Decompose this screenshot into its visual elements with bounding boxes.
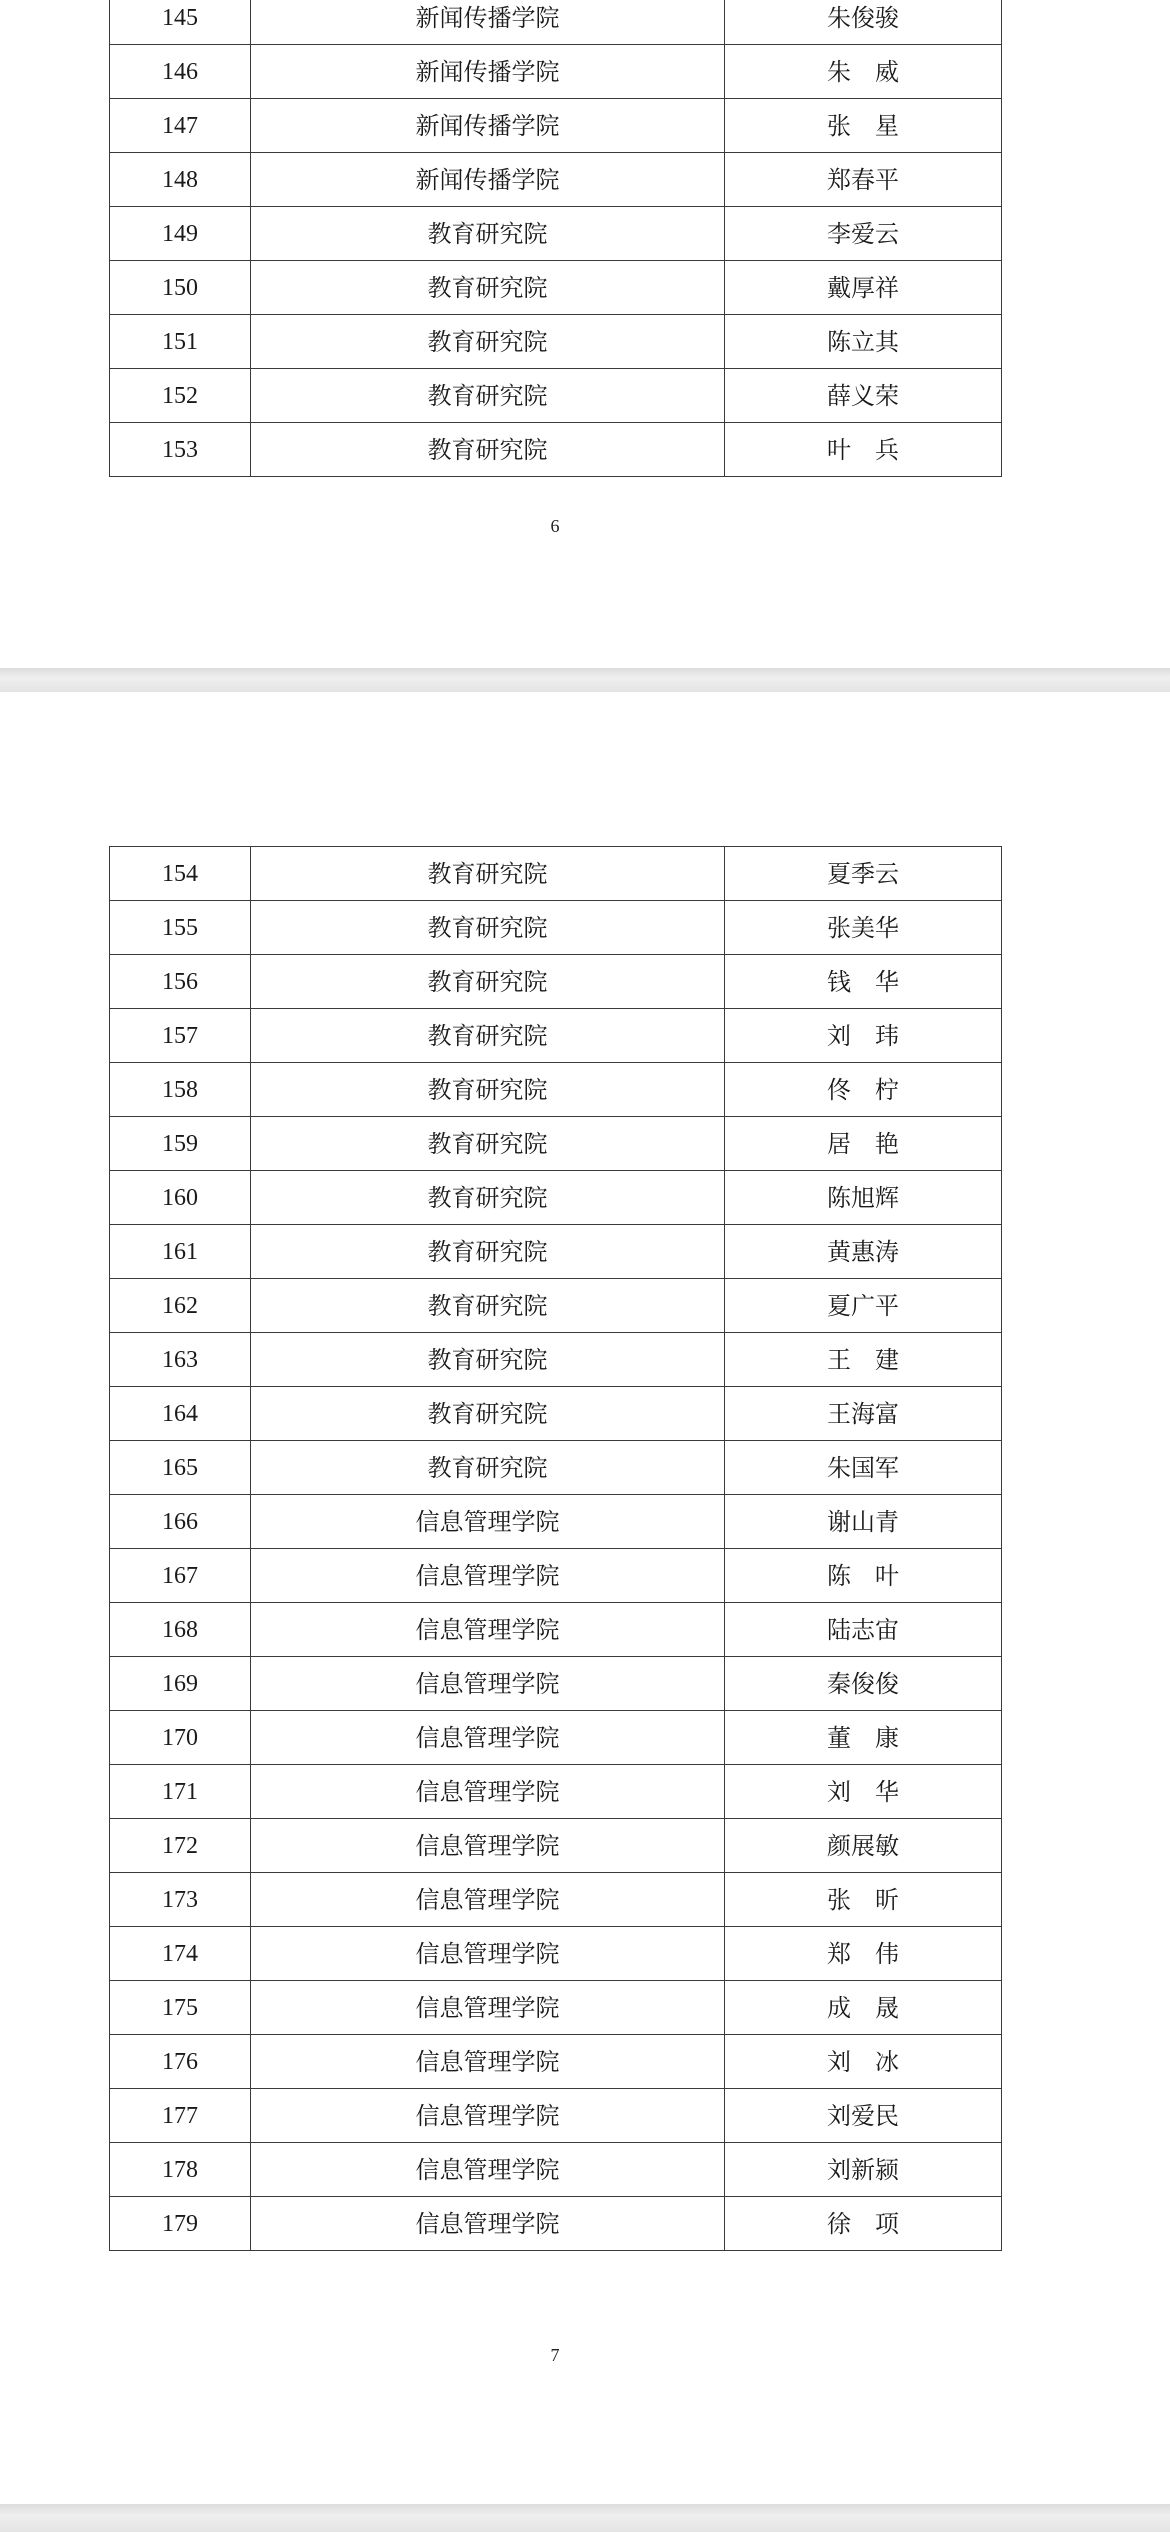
table-row (110, 1765, 1002, 1819)
person-name-cell: 董 康 (725, 1711, 1002, 1765)
row-number: 161 (110, 1225, 251, 1279)
department-cell: 信息管理学院 (251, 2035, 725, 2089)
person-name-cell: 陆志宙 (725, 1603, 1002, 1657)
department-cell: 信息管理学院 (251, 1819, 725, 1873)
person-name-cell: 郑 伟 (725, 1927, 1002, 1981)
department-cell: 新闻传播学院 (251, 99, 725, 153)
row-number: 153 (110, 423, 251, 477)
table-row (110, 1171, 1002, 1225)
department-cell: 新闻传播学院 (251, 0, 725, 45)
department-cell: 信息管理学院 (251, 1873, 725, 1927)
row-number: 146 (110, 45, 251, 99)
table-row (110, 315, 1002, 369)
person-name-cell: 陈立其 (725, 315, 1002, 369)
department-cell: 教育研究院 (251, 901, 725, 955)
table-row (110, 2143, 1002, 2197)
table-row (110, 1603, 1002, 1657)
person-name-cell: 秦俊俊 (725, 1657, 1002, 1711)
department-cell: 教育研究院 (251, 955, 725, 1009)
row-number: 165 (110, 1441, 251, 1495)
row-number: 149 (110, 207, 251, 261)
table-row (110, 1117, 1002, 1171)
department-cell: 新闻传播学院 (251, 45, 725, 99)
table-row (110, 207, 1002, 261)
document-page-7 (0, 692, 1170, 2504)
table-row (110, 153, 1002, 207)
table-row (110, 2035, 1002, 2089)
person-name-cell: 王海富 (725, 1387, 1002, 1441)
table-row (110, 1225, 1002, 1279)
row-number: 148 (110, 153, 251, 207)
row-number: 150 (110, 261, 251, 315)
department-cell: 信息管理学院 (251, 2089, 725, 2143)
page-separator (0, 2504, 1170, 2532)
row-number: 160 (110, 1171, 251, 1225)
table-row (110, 1981, 1002, 2035)
row-number: 174 (110, 1927, 251, 1981)
person-name-cell: 佟 柠 (725, 1063, 1002, 1117)
person-name-cell: 张美华 (725, 901, 1002, 955)
table-row (110, 1657, 1002, 1711)
person-name-cell: 朱 威 (725, 45, 1002, 99)
table-row (110, 1333, 1002, 1387)
row-number: 175 (110, 1981, 251, 2035)
department-cell: 教育研究院 (251, 1063, 725, 1117)
person-name-cell: 薛义荣 (725, 369, 1002, 423)
person-name-cell: 朱俊骏 (725, 0, 1002, 45)
person-name-cell: 张 昕 (725, 1873, 1002, 1927)
department-cell: 教育研究院 (251, 423, 725, 477)
department-cell: 教育研究院 (251, 1171, 725, 1225)
roster-table (109, 846, 1002, 2251)
department-cell: 教育研究院 (251, 1387, 725, 1441)
table-row (110, 261, 1002, 315)
department-cell: 教育研究院 (251, 1009, 725, 1063)
table-row (110, 99, 1002, 153)
department-cell: 信息管理学院 (251, 1765, 725, 1819)
department-cell: 信息管理学院 (251, 1603, 725, 1657)
row-number: 178 (110, 2143, 251, 2197)
person-name-cell: 叶 兵 (725, 423, 1002, 477)
page-number: 7 (550, 2345, 560, 2365)
table-row (110, 955, 1002, 1009)
row-number: 166 (110, 1495, 251, 1549)
row-number: 168 (110, 1603, 251, 1657)
department-cell: 教育研究院 (251, 315, 725, 369)
page-number: 6 (550, 516, 560, 536)
table-row (110, 1387, 1002, 1441)
row-number: 152 (110, 369, 251, 423)
person-name-cell: 夏季云 (725, 847, 1002, 901)
person-name-cell: 钱 华 (725, 955, 1002, 1009)
person-name-cell: 张 星 (725, 99, 1002, 153)
person-name-cell: 刘新颍 (725, 2143, 1002, 2197)
roster-table (109, 0, 1002, 477)
department-cell: 信息管理学院 (251, 1495, 725, 1549)
department-cell: 信息管理学院 (251, 1981, 725, 2035)
department-cell: 信息管理学院 (251, 1657, 725, 1711)
row-number: 162 (110, 1279, 251, 1333)
person-name-cell: 居 艳 (725, 1117, 1002, 1171)
row-number: 147 (110, 99, 251, 153)
person-name-cell: 李爱云 (725, 207, 1002, 261)
department-cell: 教育研究院 (251, 1279, 725, 1333)
person-name-cell: 戴厚祥 (725, 261, 1002, 315)
page-separator (0, 668, 1170, 692)
table-row (110, 1927, 1002, 1981)
table-row (110, 45, 1002, 99)
row-number: 169 (110, 1657, 251, 1711)
table-row (110, 847, 1002, 901)
department-cell: 教育研究院 (251, 847, 725, 901)
department-cell: 教育研究院 (251, 261, 725, 315)
department-cell: 信息管理学院 (251, 1927, 725, 1981)
person-name-cell: 徐 项 (725, 2197, 1002, 2251)
person-name-cell: 王 建 (725, 1333, 1002, 1387)
person-name-cell: 刘爱民 (725, 2089, 1002, 2143)
row-number: 157 (110, 1009, 251, 1063)
table-row (110, 423, 1002, 477)
table-row (110, 1549, 1002, 1603)
person-name-cell: 成 晟 (725, 1981, 1002, 2035)
department-cell: 教育研究院 (251, 1225, 725, 1279)
row-number: 164 (110, 1387, 251, 1441)
table-row (110, 369, 1002, 423)
table-row (110, 1495, 1002, 1549)
row-number: 177 (110, 2089, 251, 2143)
row-number: 155 (110, 901, 251, 955)
person-name-cell: 陈旭辉 (725, 1171, 1002, 1225)
row-number: 179 (110, 2197, 251, 2251)
department-cell: 新闻传播学院 (251, 153, 725, 207)
table-row (110, 2089, 1002, 2143)
row-number: 145 (110, 0, 251, 45)
department-cell: 教育研究院 (251, 369, 725, 423)
department-cell: 信息管理学院 (251, 1549, 725, 1603)
row-number: 158 (110, 1063, 251, 1117)
row-number: 156 (110, 955, 251, 1009)
row-number: 171 (110, 1765, 251, 1819)
table-row (110, 0, 1002, 45)
person-name-cell: 郑春平 (725, 153, 1002, 207)
table-row (110, 1009, 1002, 1063)
person-name-cell: 刘 冰 (725, 2035, 1002, 2089)
table-row (110, 1873, 1002, 1927)
department-cell: 信息管理学院 (251, 2143, 725, 2197)
row-number: 173 (110, 1873, 251, 1927)
row-number: 154 (110, 847, 251, 901)
row-number: 176 (110, 2035, 251, 2089)
table-row (110, 901, 1002, 955)
department-cell: 信息管理学院 (251, 2197, 725, 2251)
person-name-cell: 谢山青 (725, 1495, 1002, 1549)
table-row (110, 1063, 1002, 1117)
person-name-cell: 刘 玮 (725, 1009, 1002, 1063)
row-number: 167 (110, 1549, 251, 1603)
department-cell: 教育研究院 (251, 1333, 725, 1387)
row-number: 151 (110, 315, 251, 369)
table-row (110, 1819, 1002, 1873)
table-row (110, 1279, 1002, 1333)
person-name-cell: 刘 华 (725, 1765, 1002, 1819)
person-name-cell: 黄惠涛 (725, 1225, 1002, 1279)
department-cell: 教育研究院 (251, 1117, 725, 1171)
department-cell: 信息管理学院 (251, 1711, 725, 1765)
person-name-cell: 陈 叶 (725, 1549, 1002, 1603)
person-name-cell: 朱国军 (725, 1441, 1002, 1495)
row-number: 163 (110, 1333, 251, 1387)
document-page-6 (0, 0, 1170, 668)
person-name-cell: 颜展敏 (725, 1819, 1002, 1873)
department-cell: 教育研究院 (251, 1441, 725, 1495)
row-number: 170 (110, 1711, 251, 1765)
table-row (110, 1711, 1002, 1765)
person-name-cell: 夏广平 (725, 1279, 1002, 1333)
row-number: 159 (110, 1117, 251, 1171)
row-number: 172 (110, 1819, 251, 1873)
table-row (110, 2197, 1002, 2251)
table-row (110, 1441, 1002, 1495)
department-cell: 教育研究院 (251, 207, 725, 261)
